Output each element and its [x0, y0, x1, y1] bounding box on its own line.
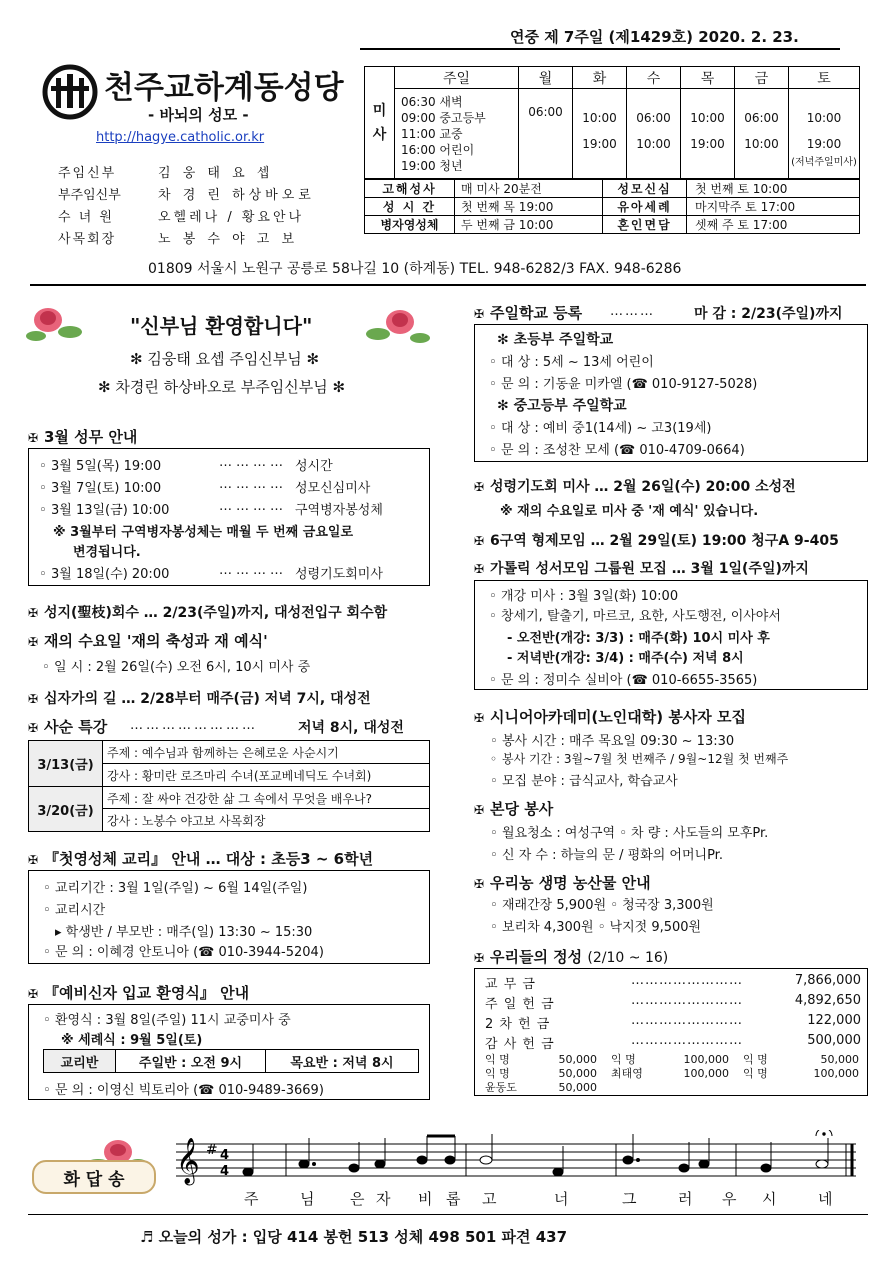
- list-item: ◦ 3월 18일(수) 20:00: [39, 567, 170, 582]
- bullet-icon: ✠: [474, 307, 485, 321]
- bullet-icon: ✠: [474, 711, 485, 725]
- staff-row: 사목회장 노 봉 수 야 고 보: [58, 232, 299, 247]
- header-rule: [360, 48, 840, 50]
- school-box: ✻ 초등부 주일학교 ◦ 대 상 : 5세 ~ 13세 어린이 ◦ 문 의 : 기동윤 미카엘 (☎ 010-9127-5028) ✻ 중고등부 주일학교 ◦ 대 상 : 예비 중1(14세) ~ 고3(19세) ◦ 문 의 : 조성찬 모세 (☎ 010-4709-0664): [474, 324, 868, 462]
- church-url[interactable]: http://hagye.catholic.or.kr: [96, 130, 265, 145]
- address-rule: [30, 284, 866, 286]
- rose-right-icon: [362, 300, 432, 350]
- spirit-heading: ✠ 성령기도회 미사 … 2월 26일(수) 20:00 소성전: [474, 479, 796, 495]
- psalm-label-badge: 화 답 송: [32, 1134, 172, 1204]
- psalm-lyrics: 주 님 은 자 비 롭 고 너 그 러 우 시 네: [244, 1190, 833, 1208]
- district-heading: ✠ 6구역 형제모임 … 2월 29일(토) 19:00 청구A 9-405: [474, 533, 839, 549]
- cross-heading: ✠ 십자가의 길 … 2/28부터 매주(금) 저녁 7시, 대성전: [28, 691, 371, 707]
- farm-heading: ✠ 우리농 생명 농산물 안내: [474, 874, 651, 892]
- staff-list: [58, 162, 358, 250]
- palm-heading: ✠ 성지(聖枝)회수 … 2/23(주일)까지, 대성전입구 회수함: [28, 605, 388, 621]
- bullet-icon: ✠: [474, 803, 485, 817]
- mass-schedule: 미 사 주일 월 화 수 목 금 토 06:30 새벽 09:00 중고등부 11:00 교중 16:00 어린이 19:00 청년 06:00 10:00 19:00 06:00 10:00 10:00 19:00 06:00 10:00 10:00 19:00 (저녁주일미사) 고해성사 매 미사 20분전 성모신심 첫 번째 토 10:00 성 시 간 첫 번째 목 19:00 유아세례 마지막주 토 17:00 병자영성체 두 번째 금 10:00 혼인면담 셋째 주 토 17:00: [364, 66, 860, 234]
- bullet-icon: ✠: [28, 606, 39, 620]
- bullet-icon: ✠: [474, 562, 485, 576]
- mass-day: 목: [681, 67, 735, 89]
- footer-rule: [28, 1214, 868, 1215]
- lent-heading: ✠ 사순 특강: [28, 718, 108, 736]
- school-deadline: 마 감 : 2/23(주일)까지: [694, 306, 843, 322]
- staff-row: 수 녀 원 오헬레나 / 황요안나: [58, 210, 305, 225]
- donor-row: 익 명 50,000 익 명 100,000 익 명 50,000: [485, 1053, 859, 1066]
- bullet-icon: ✠: [474, 480, 485, 494]
- ash-line: ◦ 일 시 : 2월 26일(수) 오전 6시, 10시 미사 중: [42, 660, 311, 675]
- svg-text:𝄞: 𝄞: [176, 1138, 200, 1184]
- lent-table: 3/13(금) 주제 : 예수님과 함께하는 은혜로운 사순시기 강사 : 황미란 로즈마리 수녀(포교베네딕도 수녀회) 3/20(금) 주제 : 잘 싸야 건강한 삶 그 속에서 무엇을 배우나? 강사 : 노봉수 야고보 사목회장: [28, 740, 430, 832]
- mass-day: 수: [627, 67, 681, 89]
- church-logo-icon: [42, 64, 98, 120]
- church-name: 천주교하계동성당: [104, 70, 344, 106]
- catechumen-class-table: 교리반 주일반 : 오전 9시 목요반 : 저녁 8시: [43, 1049, 419, 1073]
- bible-heading: ✠ 가톨릭 성서모임 그룹원 모집 … 3월 1일(주일)까지: [474, 561, 809, 577]
- first-communion-box: ◦ 교리기간 : 3월 1일(주일) ~ 6월 14일(주일) ◦ 교리시간 ▸ 학생반 / 부모반 : 매주(일) 13:30 ~ 15:30 ◦ 문 의 : 이혜경 안토니아 (☎ 010-3944-5204): [28, 870, 430, 964]
- svg-text:4: 4: [220, 1164, 230, 1179]
- march-heading: ✠ 3월 성무 안내: [28, 428, 138, 446]
- bullet-icon: ✠: [28, 987, 39, 1001]
- bullet-icon: ✠: [474, 951, 485, 965]
- donor-row: 익 명 50,000 최태영 100,000 익 명 100,000: [485, 1067, 859, 1080]
- senior-heading: ✠ 시니어아카데미(노인대학) 봉사자 모집: [474, 708, 746, 726]
- staff-row: 주임신부 김 웅 태 요 셉: [58, 166, 274, 181]
- welcome-title: "신부님 환영합니다": [130, 314, 313, 338]
- mass-day: 월: [519, 67, 573, 89]
- welcome-banner: [26, 296, 438, 410]
- list-item: ◦ 3월 7일(토) 10:00: [39, 481, 162, 496]
- bullet-icon: ✠: [474, 534, 485, 548]
- donor-row: 윤동도 50,000: [485, 1081, 597, 1094]
- donor-list: [485, 1053, 859, 1095]
- bullet-icon: ✠: [28, 721, 39, 735]
- church-subtitle: - 바뇌의 성모 -: [148, 106, 249, 124]
- march-box: ◦ 3월 5일(목) 19:00 ………… 성시간 ◦ 3월 7일(토) 10:00 ………… 성모신심미사 ◦ 3월 13일(금) 10:00 ………… 구역병자봉성체 ※ 3월부터 구역병자봉성체는 매월 두 번째 금요일로 변경됩니다. ◦ 3월 18일(수) 20:00 ………… 성령기도회미사: [28, 448, 430, 586]
- bullet-icon: ✠: [28, 431, 39, 445]
- bullet-icon: ✠: [28, 635, 39, 649]
- music-staff: [176, 1130, 860, 1190]
- bullet-icon: ✠: [28, 853, 39, 867]
- mass-day: 주일: [395, 67, 519, 89]
- list-item: ◦ 3월 13일(금) 10:00: [39, 503, 170, 518]
- school-heading: ✠ 주일학교 등록: [474, 304, 583, 322]
- first-communion-heading: ✠ 『첫영성체 교리』 안내 … 대상 : 초등3 ~ 6학년: [28, 850, 374, 868]
- ash-heading: ✠ 재의 수요일 '재의 축성과 재 예식': [28, 632, 268, 650]
- mass-day: 화: [573, 67, 627, 89]
- catechumen-box: ◦ 환영식 : 3월 8일(주일) 11시 교중미사 중 ※ 세례식 : 9월 5일(토) 교리반 주일반 : 오전 9시 목요반 : 저녁 8시 ◦ 문 의 : 이영신 빅토리아 (☎ 010-9489-3669): [28, 1004, 430, 1100]
- sunday-masses: 06:30 새벽 09:00 중고등부 11:00 교중 16:00 어린이 19:00 청년: [395, 89, 519, 179]
- todays-hymns: ♬ 오늘의 성가 : 입당 414 봉헌 513 성체 498 501 파견 437: [140, 1228, 568, 1246]
- staff-row: 부주임신부 차 경 린 하상바오로: [58, 188, 315, 203]
- welcome-line-1: ✻ 김웅태 요셉 주임신부님 ✻: [130, 350, 320, 368]
- mass-day: 금: [735, 67, 789, 89]
- mass-day: 토: [789, 67, 860, 89]
- service-heading: ✠ 본당 봉사: [474, 800, 554, 818]
- bullet-icon: ✠: [474, 877, 485, 891]
- svg-text:4: 4: [220, 1148, 230, 1163]
- issue-line: 연중 제 7주일 (제1429호) 2020. 2. 23.: [510, 28, 799, 46]
- spirit-note: ※ 재의 수요일로 미사 중 '재 예식' 있습니다.: [500, 504, 759, 519]
- list-item: ◦ 3월 5일(목) 19:00: [39, 459, 162, 474]
- bullet-icon: ✠: [28, 692, 39, 706]
- offering-box: 교 무 금 …………………… 7,866,000 주 일 헌 금 …………………… 4,892,650 2 차 헌 금 …………………… 122,000 감 사 헌 금 …………………… 500,000 익 명 50,000 익 명 100,000 익 명 50,000 익 명 50,000 최태영 100,000 익 명 100,000 윤동도 50,000: [474, 968, 868, 1096]
- bible-box: ◦ 개강 미사 : 3월 3일(화) 10:00 ◦ 창세기, 탈출기, 마르코, 요한, 사도행전, 이사야서 - 오전반(개강: 3/3) : 매주(화) 10시 미사 후 - 저녁반(개강: 3/4) : 매주(수) 저녁 8시 ◦ 문 의 : 정미수 실비아 (☎ 010-6655-3565): [474, 580, 868, 690]
- rose-left-icon: [26, 296, 86, 346]
- church-address: 01809 서울시 노원구 공릉로 58나길 10 (하계동) TEL. 948-6282/3 FAX. 948-6286: [148, 261, 682, 277]
- lent-time: 저녁 8시, 대성전: [298, 720, 404, 736]
- welcome-line-2: ✻ 차경린 하상바오로 부주임신부님 ✻: [98, 378, 346, 396]
- svg-text:#: #: [206, 1142, 218, 1158]
- offering-heading: ✠ 우리들의 정성 (2/10 ~ 16): [474, 948, 669, 966]
- march-note: ※ 3월부터 구역병자봉성체는 매월 두 번째 금요일로: [53, 525, 353, 540]
- catechumen-heading: ✠ 『예비신자 입교 환영식』 안내: [28, 984, 250, 1002]
